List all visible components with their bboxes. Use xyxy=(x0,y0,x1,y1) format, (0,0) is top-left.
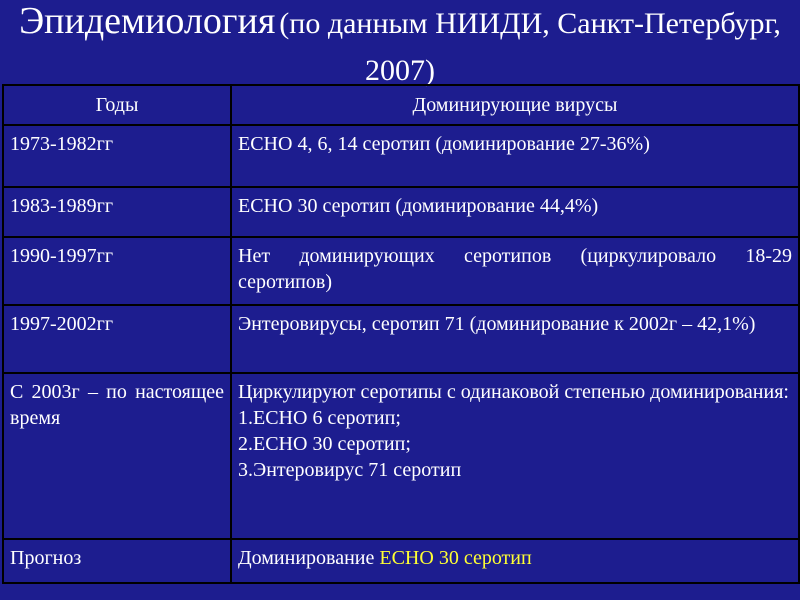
table-row xyxy=(3,237,799,305)
table-row xyxy=(3,373,799,539)
years-cell: 1983-1989гг xyxy=(3,187,231,237)
header-viruses: Доминирующие вирусы xyxy=(231,85,799,125)
forecast-highlight: ЕСНО 30 серотип xyxy=(379,547,532,569)
slide-title xyxy=(0,0,800,87)
title-main: Эпидемиология xyxy=(19,0,276,42)
viruses-cell: Нет доминирующих серотипов (циркулировало 18-29 серотипов) xyxy=(231,237,799,305)
years-cell: 1997-2002гг xyxy=(3,305,231,373)
dominant-serotype-list xyxy=(238,405,792,483)
list-item: 2.ЕСНО 30 серотип; xyxy=(238,433,411,455)
list-item: 1.ЕСНО 6 серотип; xyxy=(238,407,401,429)
years-cell: С 2003г – по настоящее время xyxy=(3,373,231,539)
years-cell: Прогноз xyxy=(3,539,231,583)
viruses-intro: Циркулируют серотипы с одинаковой степенью доминирования: xyxy=(238,381,789,403)
forecast-prefix: Доминирование xyxy=(238,547,380,569)
viruses-cell: ЕСНО 4, 6, 14 серотип (доминирование 27-36%) xyxy=(231,125,799,187)
years-cell: 1973-1982гг xyxy=(3,125,231,187)
years-cell: 1990-1997гг xyxy=(3,237,231,305)
viruses-cell: ЕСНО 30 серотип (доминирование 44,4%) xyxy=(231,187,799,237)
table-row xyxy=(3,187,799,237)
table-row xyxy=(3,305,799,373)
header-years: Годы xyxy=(3,85,231,125)
epidemiology-table xyxy=(2,84,800,584)
title-subtitle: (по данным НИИДИ, Санкт-Петербург, 2007) xyxy=(279,7,781,87)
viruses-cell xyxy=(231,373,799,539)
table-header-row xyxy=(3,85,799,125)
viruses-cell: Энтеровирусы, серотип 71 (доминирование к 2002г – 42,1%) xyxy=(231,305,799,373)
table-row xyxy=(3,125,799,187)
viruses-cell xyxy=(231,539,799,583)
table-row xyxy=(3,539,799,583)
list-item: 3.Энтеровирус 71 серотип xyxy=(238,459,462,481)
